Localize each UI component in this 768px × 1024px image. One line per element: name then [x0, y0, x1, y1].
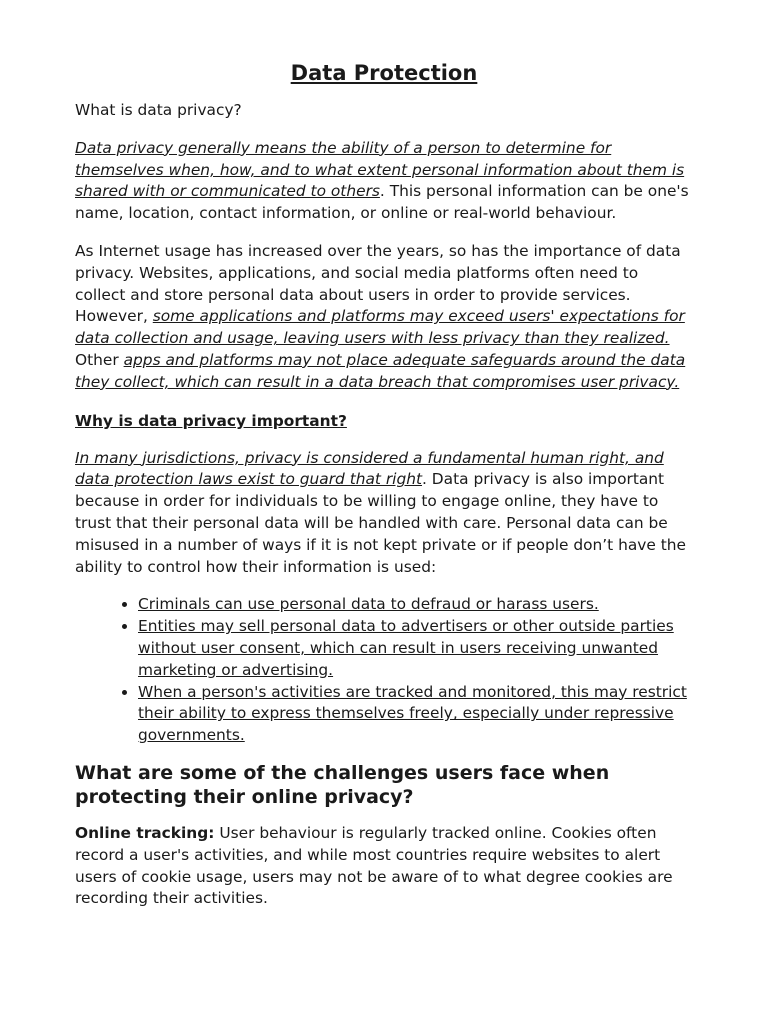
list-item[interactable]: • Entities may sell personal data to advertisers or other outside parties without user consent, which can result in users receiving unwanted marketing or advertising.: [138, 616, 693, 681]
document-title: Data Protection: [290, 61, 478, 85]
internet-usage-intro: As Internet usage has increased over the years, so has the importance of data privacy. Websites, applications, and social media platforms often need to collect and store personal data about users in order to provide services. However,: [75, 241, 681, 326]
online-tracking-label: Online tracking:: [75, 823, 215, 842]
definition-rest: . This personal information can be one's name, location, contact information, or online or real-world behaviour.: [75, 182, 689, 223]
heading-challenges: What are some of the challenges users face when protecting their online privacy?: [75, 761, 610, 808]
misuse-list: [75, 594, 693, 747]
paragraph-internet-usage: [75, 241, 693, 394]
internet-usage-mid: Other: [75, 350, 124, 369]
list-item[interactable]: • When a person's activities are tracked and monitored, this may restrict their ability to express themselves freely, especially under repressive governments.: [138, 682, 693, 747]
paragraph-importance: [75, 448, 693, 579]
importance-rest: . Data privacy is also important because in order for individuals to be willing to engage online, they have to trust that their personal data will be handled with care. Personal data can be misused in a number of ways if it is not kept private or if people don’t have the ability to control how their information is used:: [75, 470, 687, 576]
definition-link[interactable]: Data privacy generally means the ability of a person to determine for themselves when, how, and to what extent personal information about them is shared with or communicated to others: [75, 138, 685, 201]
paragraph-definition: [75, 138, 693, 225]
expectations-link[interactable]: some applications and platforms may exceed users' expectations for data collection and usage, leaving users with less privacy than they realized.: [75, 307, 685, 348]
heading-why-important: Why is data privacy important?: [75, 411, 347, 430]
question-what-is-data-privacy: What is data privacy?: [75, 101, 242, 119]
paragraph-online-tracking: [75, 823, 693, 910]
safeguards-link[interactable]: apps and platforms may not place adequate safeguards around the data they collect, which can result in a data breach that compromises user privacy.: [75, 350, 686, 391]
human-right-link[interactable]: In many jurisdictions, privacy is considered a fundamental human right, and data protection laws exist to guard that right: [75, 448, 664, 489]
list-item[interactable]: • Criminals can use personal data to defraud or harass users.: [138, 594, 693, 616]
online-tracking-rest: User behaviour is regularly tracked online. Cookies often record a user's activities, and while most countries require websites to alert users of cookie usage, users may not be aware of to what degree cookies are recording their activities.: [75, 823, 673, 908]
